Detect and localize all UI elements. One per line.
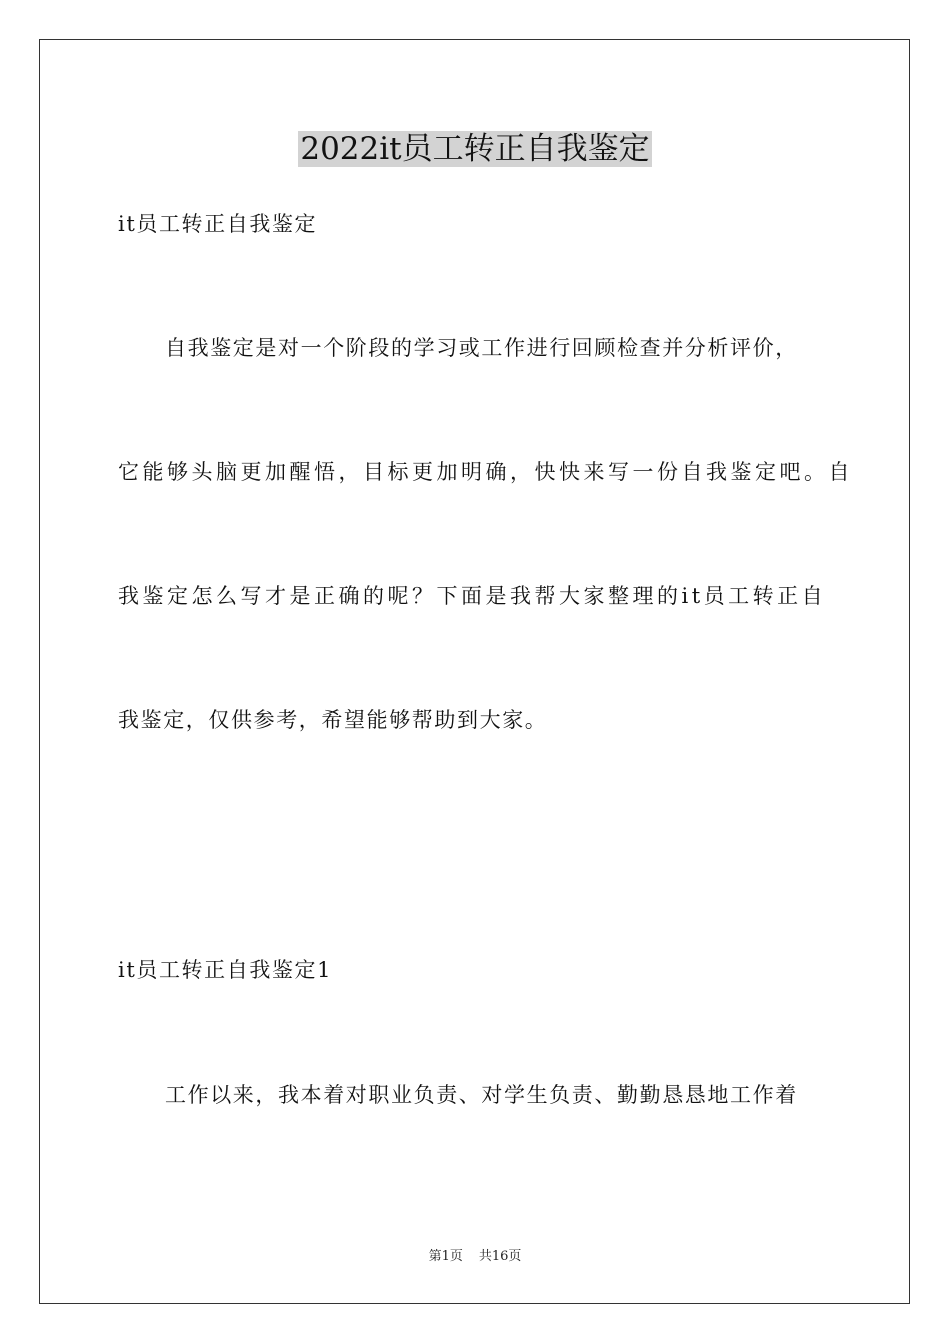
paragraph-line-3: 我鉴定怎么写才是正确的呢？下面是我帮大家整理的it员工转正自 [118,584,827,608]
page-footer [0,1247,950,1267]
page-total: 共16页 [478,1249,522,1264]
subheading: it员工转正自我鉴定 [118,212,318,236]
paragraph-line-2: 它能够头脑更加醒悟，目标更加明确，快快来写一份自我鉴定吧。自 [118,460,853,484]
section-heading: it员工转正自我鉴定1 [118,958,333,982]
document-title-text: 2022it员工转正自我鉴定 [300,131,650,167]
paragraph-line-4: 我鉴定，仅供参考，希望能够帮助到大家。 [118,708,548,732]
document-title [0,124,950,174]
paragraph-line-5: 工作以来，我本着对职业负责、对学生负责、勤勤恳恳地工作着 [165,1083,798,1107]
paragraph-line-1: 自我鉴定是对一个阶段的学习或工作进行回顾检查并分析评价， [165,336,798,360]
page-number: 第1页 [428,1249,463,1264]
